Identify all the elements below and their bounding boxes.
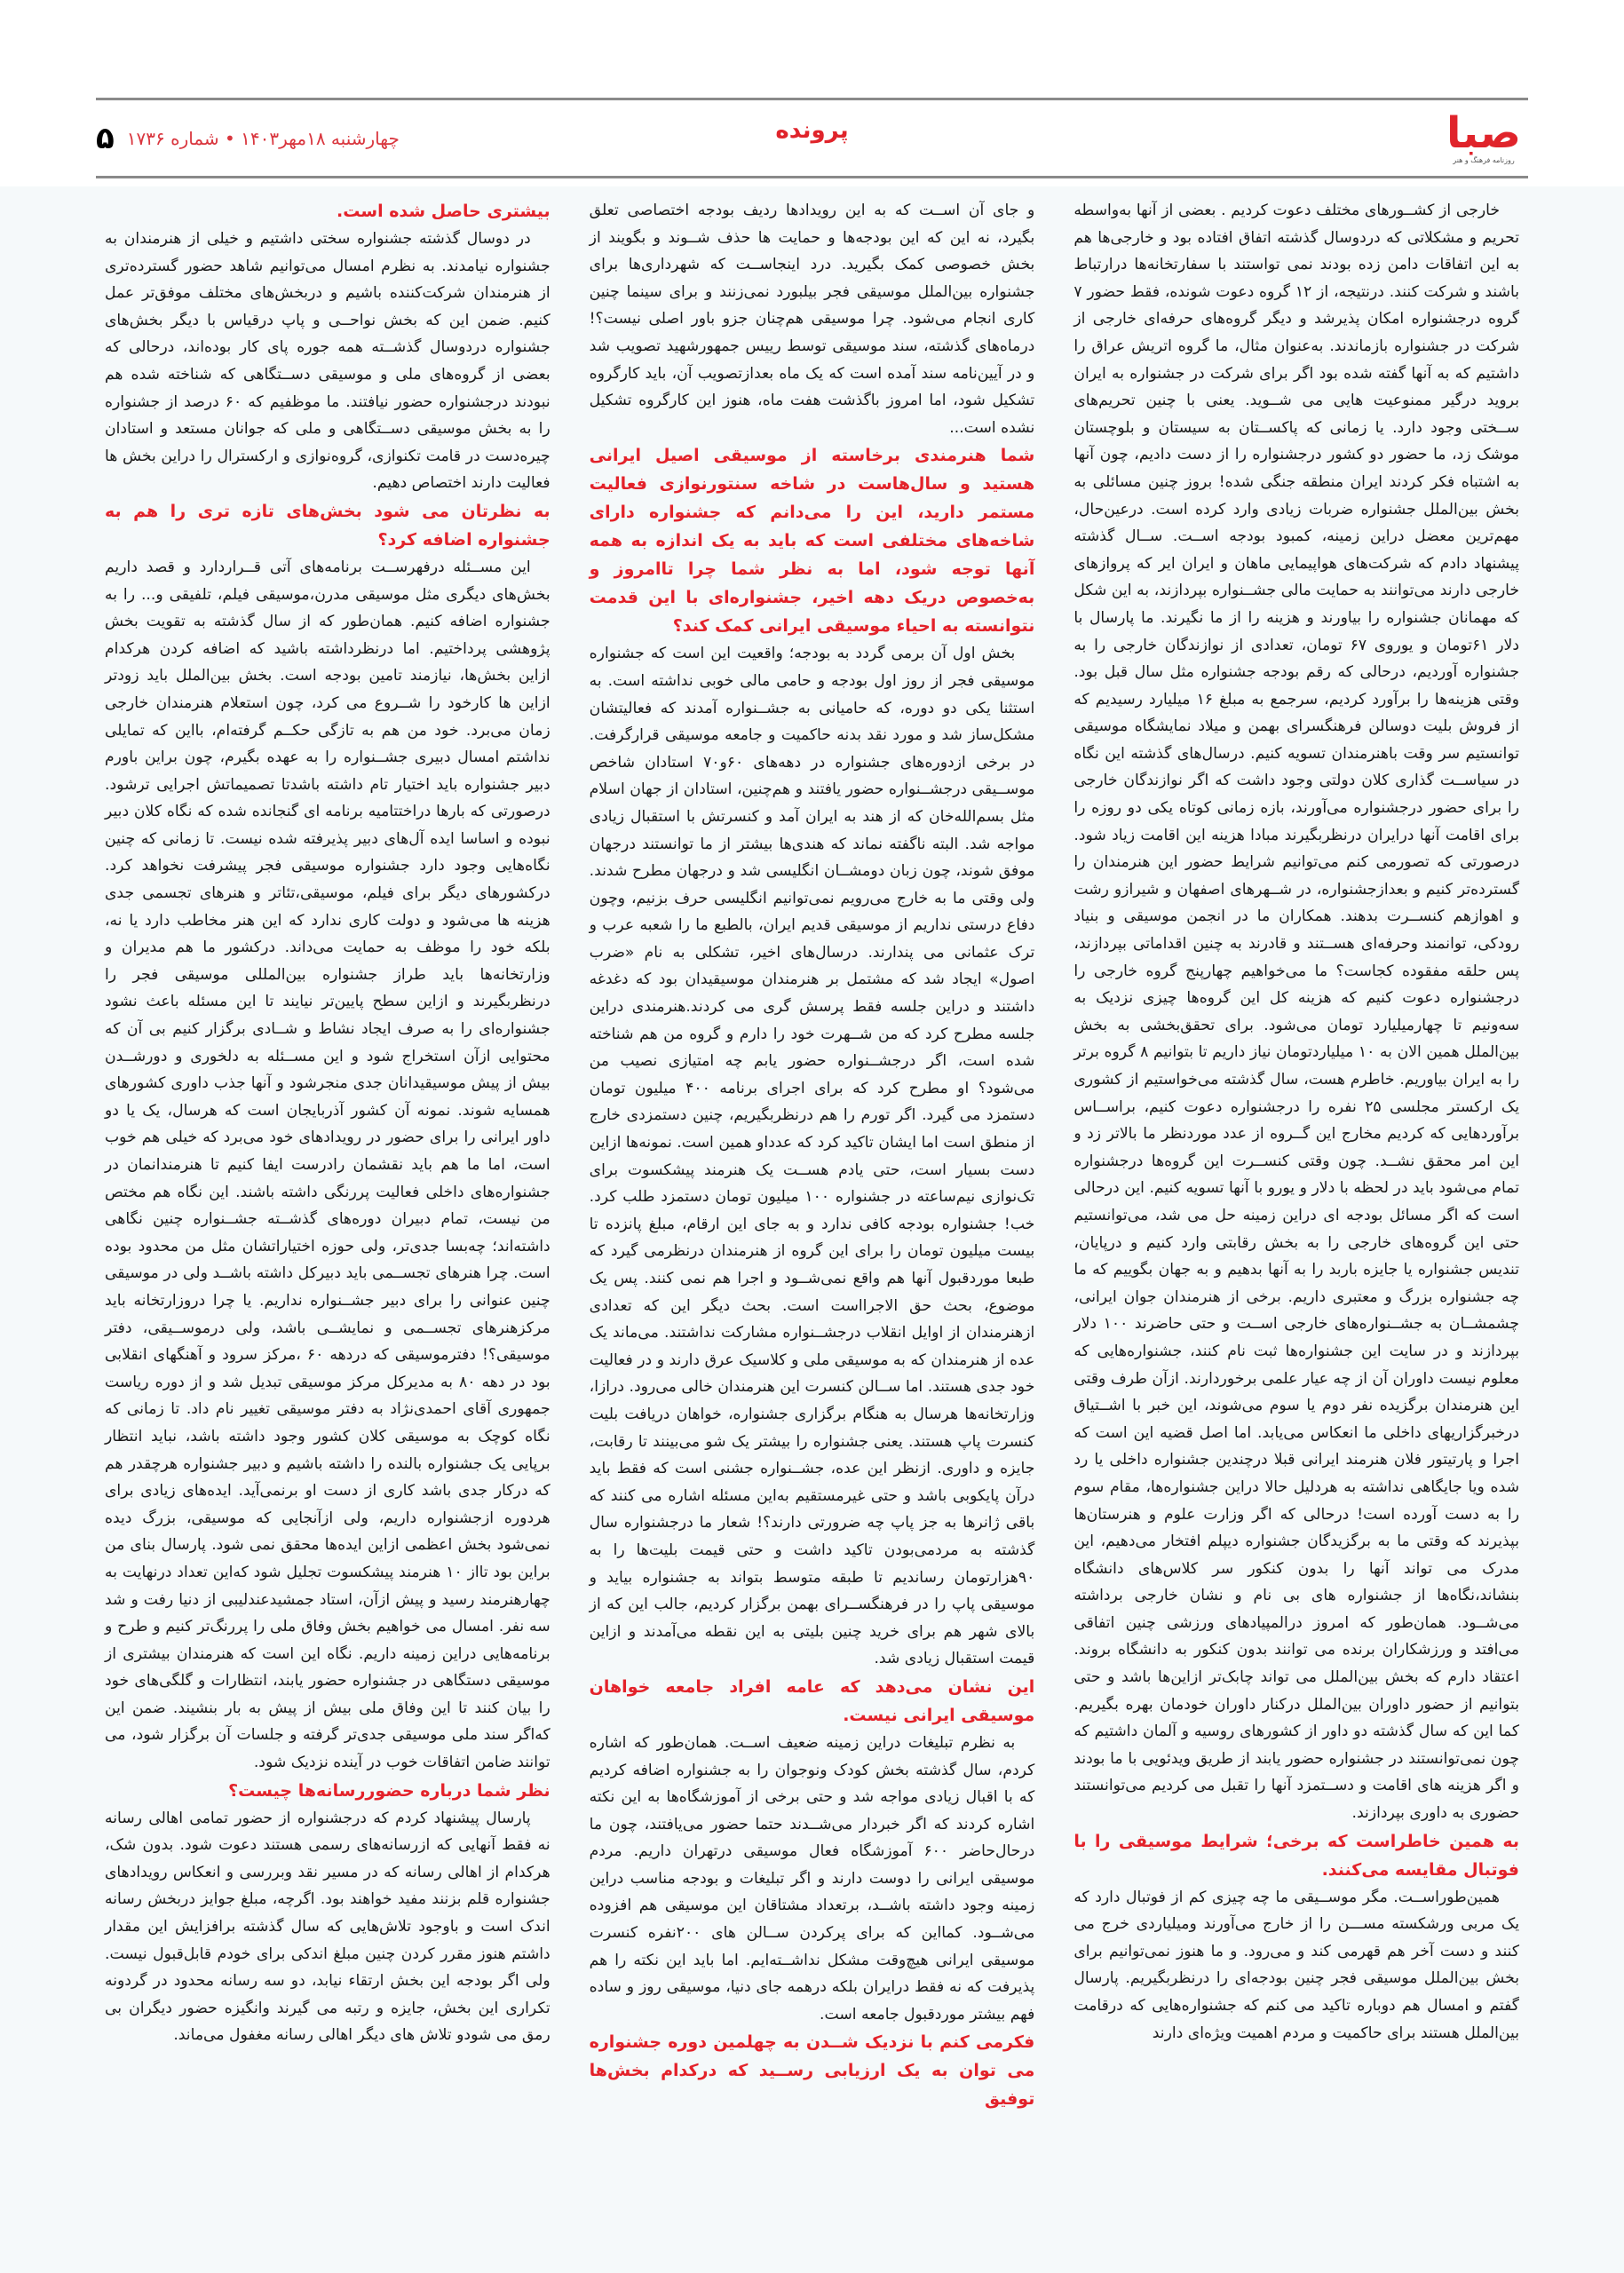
issue-date-number: چهارشنبه ۱۸مهر۱۴۰۳ • شماره ۱۷۳۶ (126, 128, 400, 149)
paragraph: در دوسال گذشته جشنواره سختی داشتیم و خیلی از هنرمندان به جشنواره نیامدند. به نظرم امسال می‌توانیم شاهد حضور گسترده‌تری از هنرمندان شرکت‌کننده باشیم و دربخش‌های مختلف موفق‌تر عمل کنیم. ضمن این که بخش نواحــی و پاپ درقیاس با دیگر بخش‌های جشنواره دردوسال گذشــته همه جوره پای کار بوده‌اند، درحالی که بعضی از گروه‌های ملی و موسیقی دســتگاهی که شناخته شده هم نبودند درجشنواره حضور نیافتند. ما موظفیم که ۶۰ درصد از جشنواره را به بخش موسیقی دســتگاهی و ملی که جوانان مستعد و استادان چیره‌دست در قامت تکنوازی، گروه‌نوازی و ارکسترال را دراین بخش ها فعالیت دارند اختصاص دهیم. (104, 230, 551, 493)
paragraph: پارسال پیشنهاد کردم که درجشنواره از حضور تمامی اهالی رسانه نه فقط آنهایی که ازرسانه‌های رسمی هستند دعوت شود. بدون شک، هرکدام از اهالی رسانه که در مسیر نقد وبررسی و انعکاس رویدادهای جشنواره قلم بزنند مفید خواهند بود. اگرچه، مبلغ جوایز دربخش رسانه اندک است و باوجود تلاش‌هایی که سال گذشته برافزایش این مقدار داشتم هنوز مقرر کردن چنین مبلغ اندکی برای خودم قابل‌قبول نیست. ولی اگر بودجه این بخش ارتقاء نیابد، دو سه رسانه محدود در گردونه تکراری این بخش، جایزه و رتبه می گیرند وانگیزه حضور دیگران بی رمق می شودو تلاش های دیگر اهالی رسانه مغفول می‌ماند. (104, 1809, 551, 2045)
interview-question: این نشان می‌دهد که عامه افراد جامعه خواهان موسیقی ایرانی نیست. (589, 1676, 1035, 1725)
header-bottom-rule (96, 176, 1528, 178)
paragraph: بخش اول آن برمی گردد به بودجه؛ واقعیت این است که جشنواره موسیقی فجر از روز اول بودجه و حامی مالی خوبی نداشته است. به استثنا یکی دو دوره، که حامیانی به جشــنواره آمدند که فعالیتشان مشکل‌ساز شد و مورد نقد بدنه حاکمیت و جامعه موسیقی قرارگرفت. در برخی ازدوره‌های جشنواره در دهه‌های ۶۰و۷۰ استادان شاخص موســیقی درجشــنواره حضور یافتند و هم‌چنین، استادان از جهان اسلام مثل بسم‌الله‌خان که از هند به ایران آمد و کنسرتش با استقبال زیادی مواجه شد. البته ناگفته نماند که هندی‌ها بیشتر از ما توانستند درجهان موفق شوند، چون زبان دومشــان انگلیسی شد و درجهان مطرح شدند. ولی وقتی ما به خارج می‌رویم نمی‌توانیم انگلیسی حرف بزنیم، وچون دفاع درستی نداریم از موسیقی قدیم ایران، بالطبع ما را شعبه عرب و ترک عثمانی می پندارند. درسال‌های اخیر، تشکلی به نام «ضرب اصول» ایجاد شد که مشتمل بر هنرمندان موسیقیدان بود که دغدغه داشتند و دراین جلسه فقط پرسش گری می کردند.هنرمندی دراین جلسه مطرح کرد که من شــهرت خود را دارم و گروه من هم شناخته شده است، اگر درجشــنواره حضور یابم چه امتیازی نصیب من می‌شود؟ او مطرح کرد که برای اجرای برنامه ۴۰۰ میلیون تومان دستمزد می گیرد. اگر تورم را هم درنظربگیریم، چنین دستمزدی خارج از منطق است اما ایشان تاکید کرد که عدداو همین است. نمونه‌ها ازاین دست بسیار است، حتی یادم هســت یک هنرمند پیشکسوت برای تک‌نوازی نیم‌ساعته در جشنواره ۱۰۰ میلیون تومان دستمزد طلب کرد. خب! جشنواره بودجه کافی ندارد و به جای این ارقام، مبلغ پانزده تا بیست میلیون تومان را برای این گروه از هنرمندان درنظرمی گیرد که طبعا موردقبول آنها هم واقع نمی‌شــود و اجرا هم نمی کنند. پس یک موضوع، بحث حق الاجرااست است. بحث دیگر این که تعدادی ازهنرمندان از اوایل انقلاب درجشــنواره مشارکت نداشتند. می‌ماند یک عده از هنرمندان که به موسیقی ملی و کلاسیک عرق دارند و در فعالیت خود جدی هستند. اما ســالن کنسرت این هنرمندان خالی می‌رود. درازا، وزارتخانه‌ها هرسال به هنگام برگزاری جشنواره، خواهان دریافت بلیت کنسرت پاپ هستند. یعنی جشنواره را بیشتر یک شو می‌بینند تا رقابت، جایزه و داوری. ازنظر این عده، جشــنواره جشنی است که فقط باید درآن پایکوبی باشد و حتی غیرمستقیم به‌این مسئله اشاره می کنند که باقی ژانرها به جز پاپ چه ضرورتی دارند؟! شعار ما درجشنواره سال گذشته به مردمی‌بودن تاکید داشت و حتی قیمت بلیت‌ها را به ۹۰هزارتومان رساندیم تا طبقه متوسط بتواند به جشنواره بیاید و موسیقی پاپ را در فرهنگســرای بهمن برگزار کردیم، جالب این که از بالای شهر هم برای خرید چنین بلیتی به این نقطه می‌آمدند و ازاین قیمت استقبال زیادی شد. (589, 645, 1035, 1668)
interview-question: فکرمی کنم با نزدیک شــدن به چهلمین دوره جشنواره می توان به یک ارزیابی رســید که درکدام بخش‌ها توفیق (589, 2032, 1035, 2110)
header-top-rule (96, 98, 1528, 100)
interview-question: به همین خاطراست که برخی؛ شرایط موسیقی را با فوتبال مقایسه می‌کنند. (1073, 1831, 1519, 1880)
page-number: ۵ (96, 121, 115, 156)
newspaper-logo[interactable] (1439, 105, 1528, 170)
section-title: پرونده (775, 117, 849, 144)
paragraph: به نظرم تبلیغات دراین زمینه ضعیف اســت. همان‌طور که اشاره کردم، سال گذشته بخش کودک ونوجوان را به جشنواره اضافه کردیم که با اقبال زیادی مواجه شد و حتی برخی از آموزشگاه‌ها به این نکته اشاره کردند که اگر خبردار می‌شــدند حتما حضور می‌یافتند، چون ما درحال‌حاضر ۶۰۰ آموزشگاه فعال موسیقی درتهران داریم. مردم موسیقی ایرانی را دوست دارند و اگر تبلیغات و بودجه مناسب دراین زمینه وجود داشته باشــد، برتعداد مشتاقان این موسیقی هم افزوده می‌شــود. کمااین که برای پرکردن ســالن های ۲۰۰نفره کنسرت موسیقی ایرانی هیچ‌وقت مشکل نداشــته‌ایم. اما باید این نکته را هم پذیرفت که نه فقط درایران بلکه درهمه جای دنیا، موسیقی روز و ساده فهم بیشتر موردقبول جامعه است. (589, 1733, 1035, 2024)
column-left (105, 197, 551, 2202)
column-middle (590, 197, 1035, 2202)
article-columns (105, 197, 1519, 2202)
paragraph: خارجی از کشــورهای مختلف دعوت کردیم . بعضی از آنها به‌واسطه تحریم و مشکلاتی که دردوسال گذشته اتفاق افتاده بود و خارجی‌ها هم به این اتفاقات دامن زده بودند نمی‌ تواستند با سفارتخانه‌ها درارتباط باشند و شرکت کنند. درنتیجه، از ۱۲ گروه دعوت شونده، فقط حضور ۷ گروه درجشنواره امکان پذیرشد و دیگر گروه‌های حرفه‌ای خارجی از شرکت در جشنواره بازماندند. به‌عنوان مثال، ما گروه اتریش عراق را داشتیم که به آنها گفته شده بود اگر برای شرکت در جشنواره به ایران بروید درگیر ممنوعیت هایی می شــوید. یعنی با چنین تحریم‌های ســختی وجود دارد. یا زمانی که پاکســتان به سیستان و بلوچستان موشک زد، ما حضور دو کشور درجشنواره را از دست دادیم، چون آنها به اشتباه فکر کردند ایران منطقه جنگی شده! بروز چنین مسائلی به بخش بین‌الملل جشنواره ضربات زیادی وارد کرده است. درعین‌حال، مهم‌ترین معضل دراین زمینه، کمبود بودجه اســت. ســال گذشته پیشنهاد دادم که شرکت‌های هواپیمایی ماهان و ایران ایر که پروازهای خارجی دارند می‌توانند به حمایت مالی جشــنواره بپردازند، به این شکل که مهمانان جشنواره را بیاورند و هزینه را از ما نگیرند. ما پارسال با دلار ۶۱تومان و یوروی ۶۷ تومان، تعدادی از نوازندگان خارجی را به جشنواره آوردیم، درحالی که رقم بودجه جشنواره مثل سال قبل بود. وقتی هزینه‌ها را برآورد کردیم، سرجمع به مبلغ ۱۶ میلیارد رسیدیم که از فروش بلیت دوسالن فرهنگسرای بهمن و میلاد نمایشگاه موسیقی توانستیم سر وقت باهنرمندان تسویه کنیم. درسال‌های گذشته این نگاه در سیاســت گذاری کلان دولتی وجود داشت که اگر نوازندگان خارجی را برای حضور درجشنواره می‌آورند، بازه زمانی کوتاه یکی دو روزه را برای اقامت آنها درایران درنظربگیرند مبادا هزینه این اقامت زیاد شود. درصورتی که تصورمی کنم می‌توانیم شرایط حضور این هنرمندان را گسترده‌تر کنیم و بعدازجشنواره، در شــهرهای اصفهان و شیرازو رشت و اهوازهم کنســرت بدهند. همکاران ما در انجمن موسیقی و بنیاد رودکی، توانمند وحرفه‌ای هســتند و قادرند به چنین اقداماتی بپردازند، پس حلقه مفقوده کجاست؟ ما می‌خواهیم چهارپنج گروه خارجی را درجشنواره دعوت کنیم که هزینه کل این گروه‌ها چیزی نزدیک به سه‌ونیم تا چهارمیلیارد تومان می‌شود. برای تحقق‌بخشی به بخش بین‌الملل همین الان به ۱۰ میلیاردتومان نیاز داریم تا بتوانیم ۸ گروه برتر را به ایران بیاوریم. خاطرم هست، سال گذشته می‌خواستیم از کشوری یک ارکستر مجلسی ۲۵ نفره را درجشنواره دعوت کنیم، براســاس برآوردهایی که کردیم مخارج این گــروه از عدد موردنظر ما بالاتر زد و این امر محقق نشــد. چون وقتی کنســرت این گروه‌ها درجشنواره تمام می‌شود باید در لحظه با دلار و یورو با آنها تسویه کنیم. این درحالی است که اگر مسائل بودجه ای دراین زمینه حل می شد، می‌توانستیم حتی این گروه‌های خارجی را به بخش رقابتی وارد کنیم و درپایان، تندیس جشنواره یا جایزه باربد را به آنها بدهیم و به جهان بگوییم که ما چه جشنواره بزرگ و معتبری داریم. برخی از هنرمندان جوان ایرانی، چشمشــان به جشــنواره‌های خارجی اســت و حتی حاضرند ۱۰۰ دلار بپردازند و در سایت این جشنواره‌ها ثبت نام کنند، جشنواره‌هایی که معلوم نیست داوران آن از چه عیار علمی برخوردارند. ازآن طرف وقتی این هنرمندان برگزیده نفر دوم یا سوم می‌شوند، این خبر با اشــتیاق درخبرگزاریهای داخلی ما انعکاس می‌یابد. اما اصل قضیه این است که اجرا و پارتیتور فلان هنرمند ایرانی قبلا درچندین جشنواره داخلی یا رد شده ویا جایگاهی نداشته به هردلیل حالا دراین جشنواره‌ها، مقام سوم را به دست آورده است! درحالی که اگر وزارت علوم و هنرستان‌ها بپذیرند که وقتی ما به برگزیدگان جشنواره دیپلم افتخار می‌دهیم، این مدرک می‌ تواند آنها را بدون کنکور سر کلاس‌های دانشگاه بنشاند،نگاه‌ها از جشنواره های بی نام و نشان خارجی برداشته می‌شــود. همان‌طور که امروز درالمپیادهای ورزشی چنین اتفاقی می‌افتد و ورزشکاران برنده می توانند بدون کنکور به دانشگاه بروند. اعتقاد دارم که بخش بین‌الملل می تواند چابک‌تر ازاین‌ها باشد و حتی بتوانیم از حضور داوران بین‌الملل درکنار داوران خودمان بهره بگیریم. کما این که سال گذشته دو داور از کشورهای روسیه و آلمان داشتیم که چون نمی‌توانستند در جشنواره حضور یابند از طریق ویدئویی با ما بودند و اگر هزینه های اقامت و دســتمزد آنها را تقبل می کردیم می‌توانستند حضوری به داوری بپردازند. (1073, 202, 1520, 1823)
paragraph: این مســئله درفهرســت برنامه‌های آتی قــراردارد و قصد داریم بخش‌های دیگری مثل موسیقی مدرن،موسیقی فیلم، تلفیقی و... را به جشنواره اضافه کنیم. همان‌طور که از سال گذشته به تقویت بخش پژوهشی پرداختیم. اما درنظرداشته باشید که اضافه کردن هرکدام ازاین بخش‌ها، نیازمند تامین بودجه است. بخش بین‌الملل باید زودتر ازاین ها کارخود را شــروع می کرد، چون استعلام هنرمندان خارجی زمان می‌برد. خود من هم به تازگی حکــم گرفته‌ام، بااین که تمایلی نداشتم امسال دبیری جشــنواره را به عهده بگیرم، چون براین باورم دبیر جشنواره باید اختیار تام داشته باشدتا تصمیماتش اجرایی ترشود. درصورتی که بارها دراختتامیه برنامه ای گنجانده شده که نگاه کلان دبیر نبوده و اساسا ایده آل‌های دبیر پذیرفته شده نیست. تا زمانی که چنین نگاه‌هایی وجود دارد جشنواره موسیقی فجر پیشرفت نخواهد کرد. درکشورهای دیگر برای فیلم، موسیقی،تئاتر و هنرهای تجسمی جدی هزینه ها می‌شود و دولت کاری ندارد که این هنر مخاطب دارد یا نه، بلکه خود را موظف به حمایت می‌داند. درکشور ما هم مدیران و وزارتخانه‌ها باید طراز جشنواره بین‌المللی موسیقی فجر را درنظربگیرند و ازاین سطح پایین‌تر نیایند تا این مسئله باعث نشود جشنواره‌ای را به صرف ایجاد نشاط و شــادی برگزار کنیم بی آن که محتوایی ازآن استخراج شود و این مســئله به دلخوری و دورشــدن بیش از پیش موسیقیدانان جدی منجرشود و آنها جذب داوری کشورهای همسایه شوند. نمونه آن کشور آذربایجان است که هرسال، یک یا دو داور ایرانی را برای حضور در رویدادهای خود می‌برد که خیلی هم خوب است، اما ما هم باید نقشمان رادرست ایفا کنیم تا هنرمندانمان در جشنواره‌های داخلی فعالیت پررنگی داشته باشند. این نگاه هم مختص من نیست، تمام دبیران دوره‌های گذشــته جشــنواره چنین نگاهی داشته‌اند؛ چه‌بسا جدی‌تر، ولی حوزه اختیاراتشان مثل من محدود بوده است. چرا هنرهای تجســمی باید دبیرکل داشته باشــد ولی در موسیقی چنین عنوانی را برای دبیر جشــنواره نداریم. یا چرا دروزارتخانه باید مرکزهنرهای تجســمی و نمایشــی باشد، ولی درموســیقی، دفتر موسیقی؟! دفترموسیقی که دردهه ۶۰ ،مرکز سرود و آهنگهای انقلابی بود در دهه ۸۰ به مدیرکل مرکز موسیقی تبدیل شد و از دوره ریاست جمهوری آقای احمدی‌نژاد به دفتر موسیقی تغییر نام داد. تا زمانی که نگاه کوچک به موسیقی کلان کشور وجود داشته باشد، نباید انتظار برپایی یک جشنواره بالنده را داشته باشیم و دبیر جشنواره هرچقدر هم که درکار جدی باشد کاری از دست او برنمی‌آید. ایده‌های زیادی برای هردوره ازجشنواره داریم، ولی ازآنجایی که موسیقی، بزرگ دیده نمی‌شود بخش اعظمی ازاین ایده‌ها محقق نمی شود. پارسال بنای من براین بود تااز ۱۰ هنرمند پیشکسوت تجلیل شود که‌این تعداد درنهایت به چهارهنرمند رسید و پیش ازآن، استاد جمشیدعندلیبی از دنیا رفت و شد سه نفر. امسال می خواهیم بخش وفاق ملی را پررنگ‌تر کنیم و طرح و برنامه‌هایی دراین زمینه داریم. نگاه این است که هنرمندان بیشتری از موسیقی دستگاهی در جشنواره حضور یابند، انتظارات و گلگی‌های خود را بیان کنند تا این وفاق ملی بیش از پیش به بار بنشیند. ضمن این که‌اگر سند ملی موسیقی جدی‌تر گرفته و جلسات آن برگزار شود، می توانند ضامن اتفاقات خوب در آینده نزدیک شود. (104, 558, 551, 1772)
logo-subtitle: روزنامه فرهنگ و هنر (1453, 155, 1515, 164)
interview-question: به نظرتان می شود بخش‌های تازه تری را هم به جشنواره اضافه کرد؟ (104, 501, 551, 550)
issue-info (96, 121, 400, 156)
logo-wordmark: صبا (1446, 107, 1521, 158)
interview-question: نظر شما درباره حضوررسانه‌ها چیست؟ (228, 1780, 551, 1801)
column-right (1073, 197, 1519, 2202)
interview-question: شما هنرمندی برخاسته از موسیقی اصیل ایرانی هستید و سال‌هاست در شاخه سنتورنوازی فعالیت مستمر دارید، این را می‌دانم که جشنواره دارای شاخه‌های مختلفی است که باید به یک اندازه به همه آنها توجه شود، اما به نظر شما چرا تاامروز و به‌خصوص دریک دهه اخیر، جشنواره‌ای با این قدمت نتوانسته به احیاء موسیقی ایرانی کمک کند؟ (589, 446, 1035, 637)
page-header (96, 98, 1528, 178)
paragraph: و جای آن اســت که به این رویدادها ردیف بودجه اختصاصی تعلق بگیرد، نه این که این بودجه‌ها و حمایت ها حذف شــوند و بگویند از بخش خصوصی کمک بگیرید. درد اینجاســت که شهرداری‌ها برای جشنواره بین‌الملل موسیقی فجر بیلبورد نمی‌زنند و برای سینما چنین کاری انجام می‌شود. چرا موسیقی هم‌چنان جزو باور اصلی نیست؟! درماه‌های گذشته، سند موسیقی توسط رییس جمهورشهید تصویب شد و در آیین‌نامه سند آمده است که یک ماه بعدازتصویب آن، باید کارگروه تشکیل شود، اما امروز باگذشت هفت ماه، هنوز این کارگروه تشکیل نشده است... (589, 202, 1035, 437)
interview-question-continued: بیشتری حاصل شده است. (337, 202, 551, 221)
paragraph: همین‌طوراســت. مگر موســیقی ما چه چیزی کم از فوتبال دارد که یک مربی ورشکسته مســـن را از خارج می‌آورند ومیلیاردی خرج می کنند و دست آخر هم قهرمی کند و می‌رود. و ما هنوز نمی‌توانیم برای بخش بین‌الملل موسیقی فجر چنین بودجه‌ای را درنظربگیریم. پارسال گفتم و امسال هم دوباره تاکید می کنم که جشنواره‌هایی که درقامت بین‌الملل هستند برای حاکمیت و مردم اهمیت ویژه‌ای دارند (1073, 1888, 1519, 2042)
